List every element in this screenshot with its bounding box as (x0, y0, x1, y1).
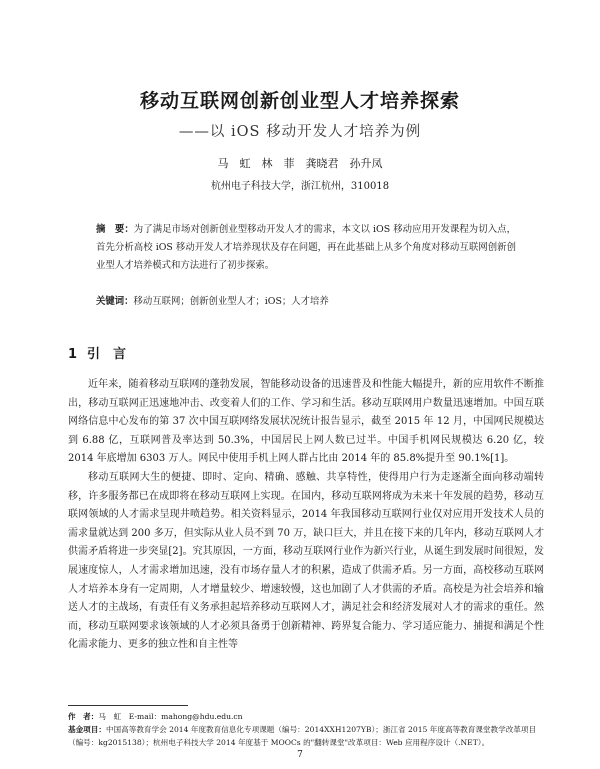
paragraph-2: 移动互联网大生的便捷、即时、定向、精确、感触、共享特性，使得用户行为走逐渐全面向移动端转移，许多服务都已在成即将在移动互联网上实现。在国内，移动互联网将成为未来十年发展的趋势，移动互联网领域的人才需求呈现井喷趋势。相关资料显示，2014 年我国移动互联网行业仅对应用开发技术人员的需求量就达到 200 多万，但实际从业人员不到 70 万，缺口巨大，并且在接下来的几年内，移动互联网人才供需矛盾将进一步突显[2]。究其原因，一方面，移动互联网行业作为新兴行业，从诞生到发展时间很短，发展速度惊人，人才需求增加迅速，没有市场存量人才的积累，造成了供需矛盾。另一方面，高校移动互联网人才培养本身有一定周期，人才增量较少、增速较慢，这也加剧了人才供需的矛盾。高校是为社会培养和输送人才的主战场，有责任有义务承担起培养移动互联网人才，满足社会和经济发展对人才的需求的重任。然而，移动互联网要求该领域的人才必须具备勇于创新精神、跨界复合能力、学习适应能力、捕捉和满足个性化需求能力、更多的独立性和自主性等 (68, 471, 544, 651)
abstract-label: 摘 要： (96, 224, 134, 235)
affiliation: 杭州电子科技大学，浙江杭州，310018 (210, 181, 390, 192)
footnote-author (68, 710, 544, 723)
footnote-fund (68, 723, 544, 749)
paragraph-1: 近年来，随着移动互联网的蓬勃发展，智能移动设备的迅速普及和性能大幅提升，新的应用软件不断推出，移动互联网正迅速地冲击、改变着人们的工作、学习和生活。移动互联网用户数量迅速增加。中国互联网络信息中心发布的第 37 次中国互联网络发展状况统计报告显示，截至 2015 年 12 月，中国网民规模达到 6.88 亿，互联网普及率达到 50.3%，中国居民上网人数已过半。中国手机网民规模达 6.20 亿，较 2014 年底增加 6303 万人。网民中使用手机上网人群占比由 2014 年的 85.8%提升至 90.1%[1]。 (68, 379, 544, 465)
footnote-divider (68, 705, 188, 706)
paper-title: 移动互联网创新创业型人才培养探索 (139, 90, 460, 112)
footnote-fund-text: 中国高等教育学会 2014 年度教育信息化专项课题（编号：2014XXH1207YB）；浙江省 2015 年度高等教育课堂教学改革项目（编号：kg2015138）；杭州电子科技大学 2014 年度基于 MOOCs 的"翻转课堂"改革项目：Web 应用程序设计（.NET）。 (68, 725, 537, 747)
page-number: 7 (297, 750, 303, 760)
section-number: 1 (68, 347, 78, 362)
footnote-author-label: 作 者： (68, 712, 99, 721)
paper-subtitle: ——以 iOS 移动开发人才培养为例 (178, 124, 422, 140)
section-heading (68, 343, 126, 362)
keywords (96, 293, 516, 311)
footnote-author-text: 马 虹 E-mail：mahong@hdu.edu.cn (98, 712, 243, 721)
authors: 马 虹 林 菲 龚晓君 孙升凤 (217, 157, 383, 170)
keywords-text: 移动互联网；创新创业型人才；iOS；人才培养 (133, 296, 329, 307)
abstract-text: 为了满足市场对创新创业型移动开发人才的需求，本文以 iOS 移动应用开发课程为切入点，首先分析高校 iOS 移动开发人才培养现状及存在问题，再在此基础上从多个角度对移动互联网创新创业型人才培养模式和方法进行了初步探索。 (96, 224, 516, 271)
section-title: 引 言 (87, 347, 127, 362)
footnotes (68, 710, 544, 749)
abstract (96, 221, 516, 275)
keywords-label: 关键词： (96, 296, 134, 307)
body-text (68, 376, 544, 655)
footnote-fund-label: 基金项目： (68, 725, 106, 734)
